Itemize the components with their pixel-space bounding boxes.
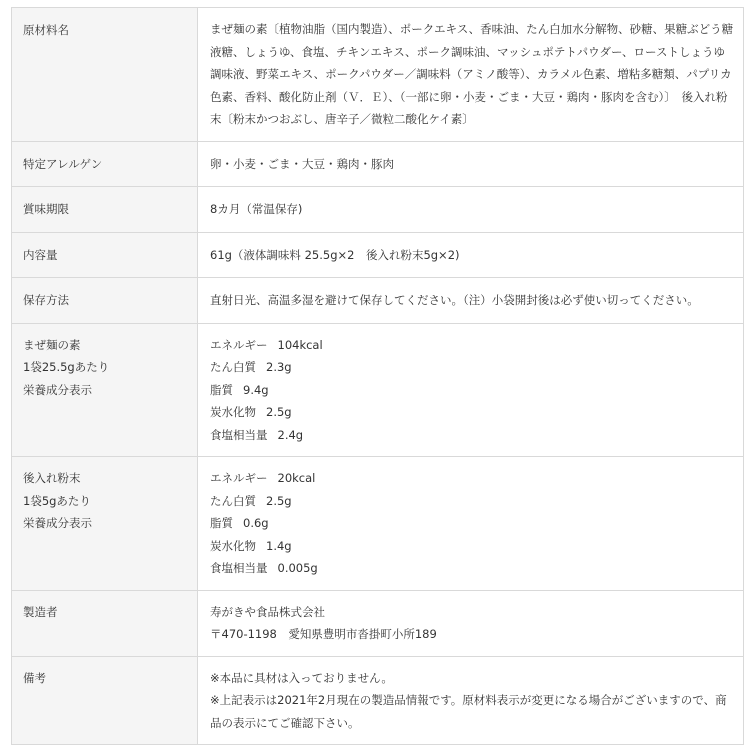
row-value-cell xyxy=(198,232,744,278)
row-label-cell xyxy=(12,590,198,656)
contents-text: 61g（液体調味料 25.5g×2 後入れ粉末5g×2) xyxy=(210,247,460,262)
nutrition-name: 食塩相当量 xyxy=(210,561,268,575)
nutrition-name: 食塩相当量 xyxy=(210,427,268,442)
nutrition-item xyxy=(210,467,735,490)
row-value-cell xyxy=(198,187,744,233)
nutrition-name: 炭水化物 xyxy=(210,405,256,419)
nutrition-value: 2.4g xyxy=(277,427,304,442)
row-label-cell xyxy=(12,457,198,591)
nutrition-item xyxy=(210,557,735,580)
row-label: 賞味期限 xyxy=(23,202,69,216)
row-value-cell xyxy=(198,278,744,324)
storage-text: 直射日光、高温多湿を避けて保存してください。（注）小袋開封後は必ず使い切ってください。 xyxy=(210,293,699,307)
nutrition-name: エネルギー xyxy=(210,337,268,352)
nutrition-name: エネルギー xyxy=(210,471,268,485)
remark-text: ※上記表示は2021年2月現在の製造品情報です。原材料表示が変更になる場合がございますので、商品の表示にてご確認下さい。 xyxy=(210,693,727,730)
manufacturer-address: 〒470-1198 愛知県豊明市沓掛町小所189 xyxy=(210,627,437,641)
manufacturer-name: 寿がきや食品株式会社 xyxy=(210,604,325,619)
row-label-cell xyxy=(12,187,198,233)
nutrition-name: 炭水化物 xyxy=(210,538,256,553)
table-row-nutrition-sauce xyxy=(12,323,744,457)
nutrition-name: 脂質 xyxy=(210,382,233,397)
row-value-cell xyxy=(198,590,744,656)
row-label: まぜ麺の素 xyxy=(23,337,81,352)
product-info-table-container xyxy=(11,7,744,745)
row-value-cell xyxy=(198,141,744,187)
row-label: 栄養成分表示 xyxy=(23,382,92,397)
nutrition-item xyxy=(210,334,735,357)
best-before-text: 8カ月（常温保存) xyxy=(210,202,303,216)
nutrition-value: 2.5g xyxy=(266,493,292,508)
nutrition-value: 104kcal xyxy=(277,337,323,352)
table-row-ingredients xyxy=(12,8,744,142)
table-row-manufacturer xyxy=(12,590,744,656)
row-label: 備考 xyxy=(23,670,46,685)
row-label: 後入れ粉末 xyxy=(23,471,81,485)
nutrition-value: 2.5g xyxy=(266,405,292,419)
nutrition-name: 脂質 xyxy=(210,516,233,530)
row-label-cell xyxy=(12,232,198,278)
nutrition-item xyxy=(210,512,735,535)
table-row-remarks xyxy=(12,656,744,745)
nutrition-name: たん白質 xyxy=(210,493,256,508)
row-label-cell xyxy=(12,141,198,187)
table-row-storage xyxy=(12,278,744,324)
product-info-table xyxy=(11,7,744,745)
row-value-cell xyxy=(198,656,744,745)
table-row-best-before xyxy=(12,187,744,233)
nutrition-item xyxy=(210,424,735,447)
row-value-cell xyxy=(198,457,744,591)
nutrition-item xyxy=(210,356,735,379)
nutrition-value: 9.4g xyxy=(243,382,269,397)
row-value-cell xyxy=(198,323,744,457)
row-label-cell xyxy=(12,8,198,142)
nutrition-value: 2.3g xyxy=(266,360,292,374)
row-label-cell xyxy=(12,323,198,457)
nutrition-item xyxy=(210,379,735,402)
nutrition-value: 0.005g xyxy=(277,561,318,575)
row-label: 1袋5gあたり xyxy=(23,493,91,508)
row-label: 製造者 xyxy=(23,604,58,619)
row-label: 栄養成分表示 xyxy=(23,516,92,530)
nutrition-name: たん白質 xyxy=(210,360,256,374)
row-label-cell xyxy=(12,656,198,745)
table-row-nutrition-powder xyxy=(12,457,744,591)
row-label: 内容量 xyxy=(23,247,58,262)
row-label: 原材料名 xyxy=(23,23,69,37)
nutrition-value: 0.6g xyxy=(243,516,269,530)
table-row-contents xyxy=(12,232,744,278)
row-label: 1袋25.5gあたり xyxy=(23,360,110,374)
nutrition-value: 1.4g xyxy=(266,538,292,553)
allergens-text: 卵・小麦・ごま・大豆・鶏肉・豚肉 xyxy=(210,156,394,171)
table-row-allergens xyxy=(12,141,744,187)
row-label: 特定アレルゲン xyxy=(23,156,103,171)
nutrition-item xyxy=(210,401,735,424)
ingredients-text: まぜ麺の素〔植物油脂（国内製造）、ポークエキス、香味油、たん白加水分解物、砂糖、果糖ぶどう糖液糖、しょうゆ、食塩、チキンエキス、ポーク調味油、マッシュポテトパウダー、ローストしょうゆ調味液、野菜エキス、ポークパウダー／調味料（アミノ酸等）、カラメル色素、増粘多糖類、パプリカ色素、香料、酸化防止剤（Ｖ．Ｅ）、（一部に卵・小麦・ごま・大豆・鶏肉・豚肉を含む）〕 後入れ粉末〔粉末かつおぶし、唐辛子／微粒二酸化ケイ素〕 xyxy=(210,22,734,126)
row-label: 保存方法 xyxy=(23,293,69,307)
row-label-cell xyxy=(12,278,198,324)
nutrition-value: 20kcal xyxy=(277,471,316,485)
remark-text: ※本品に具材は入っておりません。 xyxy=(210,670,393,685)
row-value-cell xyxy=(198,8,744,142)
nutrition-item xyxy=(210,490,735,513)
nutrition-item xyxy=(210,535,735,558)
